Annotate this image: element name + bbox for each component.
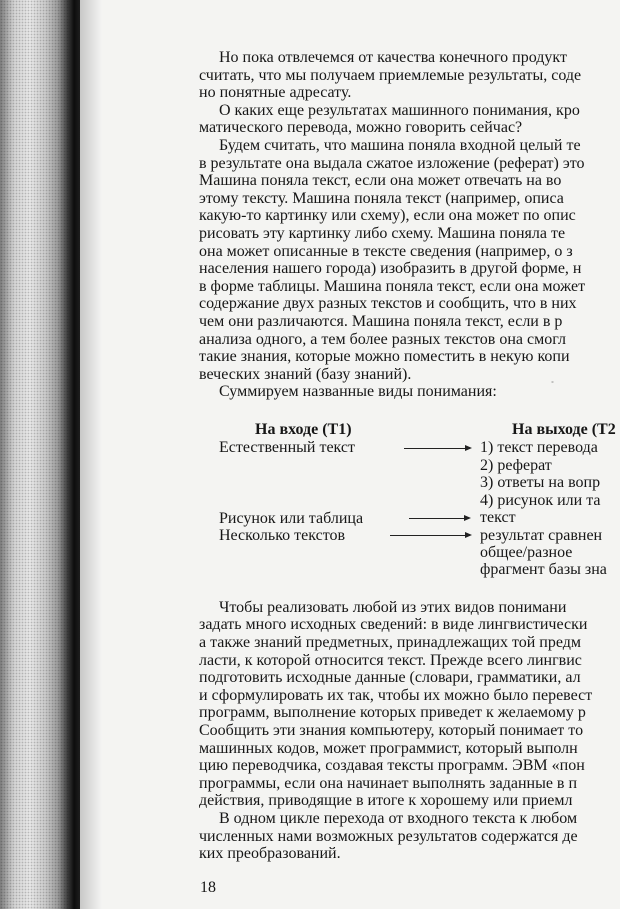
text-line: в форме таблицы. Машина поняла текст, если она может [199, 277, 586, 295]
text-line: Будем считать, что машина поняла входной целый те [219, 136, 581, 154]
output-2: 2) реферат [480, 456, 552, 474]
text-line: она может описанные в тексте сведения (например, о з [199, 242, 573, 260]
understanding-diagram [199, 401, 620, 599]
output-header: На выходе (Т2 [512, 420, 616, 438]
text-line: рисовать эту картинку либо схему. Машина поняла те [199, 224, 566, 242]
paragraph-4 [199, 383, 620, 401]
text-line: но понятные адресату. [199, 84, 352, 102]
text-line: ких преобразований. [199, 845, 341, 863]
text-line: Суммируем названные виды понимания: [219, 383, 497, 401]
text-line: а также знаний предметных, принадлежащих той предм [199, 634, 582, 652]
text-line: чем они различаются. Машина поняла текст, если в р [199, 312, 563, 330]
text-line: действия, приводящие в итоге к хорошему или приемл [199, 792, 573, 810]
arrow-2 [409, 518, 469, 519]
text-line: считать, что мы получаем приемлемые результаты, соде [199, 66, 582, 84]
text-line: Но пока отвлечемся от качества конечного продукт [219, 49, 567, 66]
text-line: ласти, к которой относится текст. Прежде всего лингвис [199, 651, 582, 669]
text-line: анализа одного, а тем более разных текстов она смогл [199, 330, 566, 348]
output-7: общее/разное [480, 543, 573, 561]
text-line: О каких еще результатах машинного понимания, кро [219, 101, 580, 119]
text-line: веческих знаний (базу знаний). [199, 365, 412, 383]
spine-halftone [0, 0, 70, 909]
text-line: какую-то картинку или схему), если она может по опис [199, 207, 576, 225]
input-header: На входе (Т1) [255, 420, 352, 438]
text-line: программы, если она начинает выполнять заданные в п [199, 774, 578, 792]
text-line: Машина поняла текст, если она может отвечать на во [199, 172, 562, 190]
text-line: машинных кодов, может программист, который выполн [199, 739, 578, 757]
text-line: такие знания, которые можно поместить в некую копи [199, 348, 570, 366]
text-line: этому тексту. Машина поняла текст (например, описа [199, 189, 564, 207]
paragraph-5 [199, 599, 620, 810]
input-several-texts: Несколько текстов [219, 526, 346, 544]
page-text [199, 49, 620, 863]
text-line: содержание двух разных текстов и сообщить, что в них [199, 295, 577, 313]
input-natural-text: Естественный текст [219, 438, 356, 456]
arrow-1 [404, 448, 470, 449]
text-line: Сообщить эти знания компьютеру, который понимает то [199, 722, 584, 740]
page-number: 18 [200, 879, 216, 896]
output-1: 1) текст перевода [480, 438, 598, 456]
text-line: матического перевода, можно говорить сейчас? [199, 119, 523, 137]
arrow-3 [390, 535, 470, 536]
paragraph-3 [199, 137, 620, 383]
text-line: подготовить исходные данные (словари, грамматики, ал [199, 669, 581, 687]
paragraph-1 [199, 49, 620, 102]
gutter-shadow [80, 0, 102, 909]
text-line: в результате она выдала сжатое изложение (реферат) это [199, 154, 585, 172]
output-3: 3) ответы на вопр [480, 473, 601, 491]
text-line: населения нашего города) изобразить в другой форме, н [199, 260, 582, 278]
text-line: Чтобы реализовать любой из этих видов понимани [219, 598, 567, 616]
text-line: численных нами возможных результатов содержатся де [199, 827, 578, 845]
text-line: задать много исходных сведений: в виде лингвистически [199, 616, 588, 634]
scan-speck: ˚ [551, 380, 554, 390]
text-line: и сформулировать их так, чтобы их можно было перевест [199, 686, 593, 704]
output-6: результат сравнен [480, 526, 603, 544]
text-line: программ, выполнение которых приведет к желаемому р [199, 704, 586, 722]
input-picture-table: Рисунок или таблица [219, 509, 364, 527]
output-5: текст [480, 508, 516, 526]
output-8: фрагмент базы зна [480, 560, 607, 578]
paragraph-6 [199, 810, 620, 863]
output-4: 4) рисунок или та [480, 491, 601, 509]
paragraph-2 [199, 102, 620, 137]
text-line: цию переводчика, создавая тексты программ. ЭВМ «пон [199, 757, 585, 775]
text-line: В одном цикле перехода от входного текста к любом [219, 810, 578, 827]
